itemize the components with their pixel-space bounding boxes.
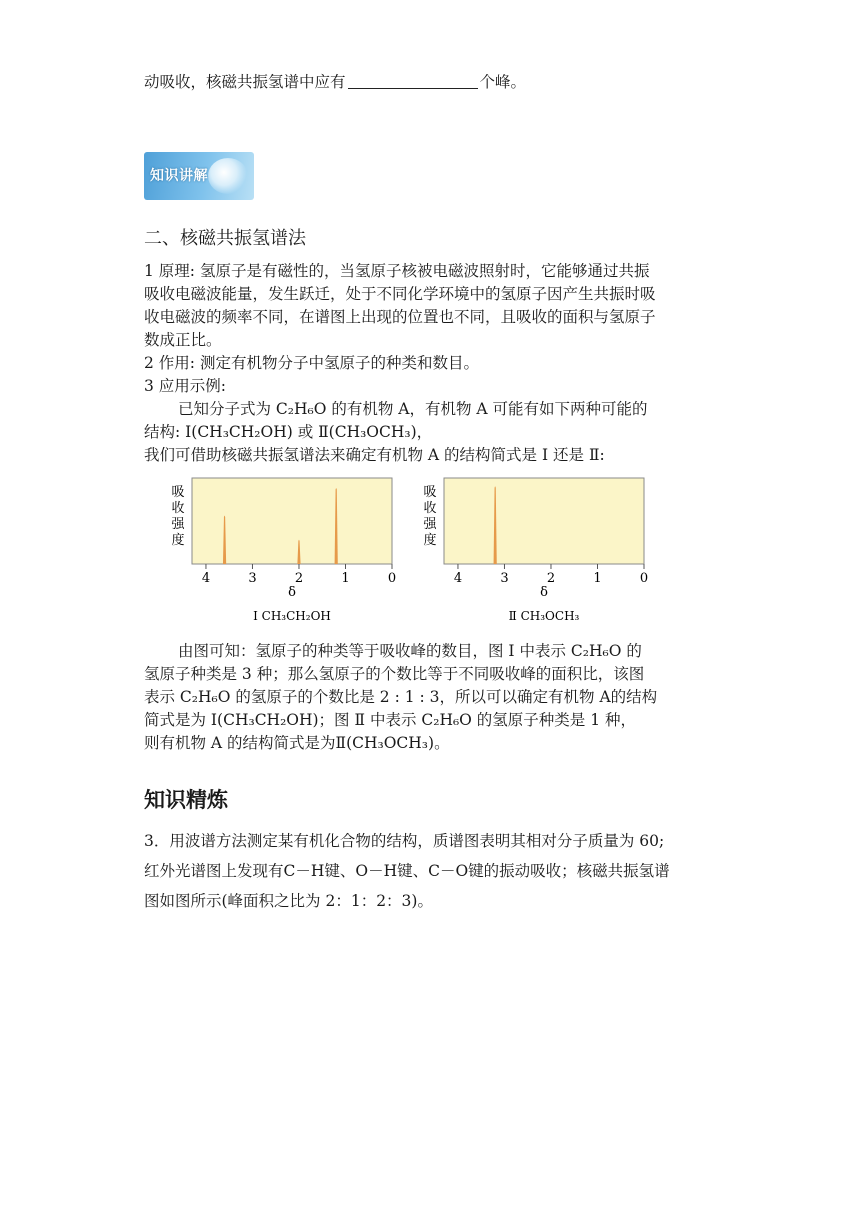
conclusion-line: 由图可知：氢原子的种类等于吸收峰的数目，图 Ⅰ 中表示 C₂H₆O 的 bbox=[178, 642, 642, 660]
plot-area bbox=[444, 478, 644, 564]
nmr-chart-1 bbox=[160, 470, 420, 630]
conclusion-paragraph bbox=[144, 640, 724, 755]
nmr-chart-2 bbox=[412, 470, 672, 630]
x-tick-label: 4 bbox=[453, 571, 463, 586]
x-tick-label: 1 bbox=[341, 571, 350, 586]
badge-decoration bbox=[208, 158, 248, 194]
example-line: 结构: Ⅰ(CH₃CH₂OH) 或 Ⅱ(CH₃OCH₃)， bbox=[144, 423, 433, 441]
chart-caption: Ⅰ CH₃CH₂OH bbox=[253, 609, 331, 623]
principle-paragraph bbox=[144, 260, 724, 467]
knowledge-badge bbox=[144, 152, 254, 200]
conclusion-line: 表示 C₂H₆O 的氢原子的个数比是 2 : 1 : 3，所以可以确定有机物 A的结构 bbox=[144, 688, 658, 706]
y-axis-label-char: 吸 bbox=[423, 485, 437, 500]
answer-blank[interactable] bbox=[348, 72, 478, 89]
example-title: 3 应用示例: bbox=[144, 377, 227, 395]
practice-heading: 知识精炼 bbox=[144, 788, 228, 812]
x-tick-label: 3 bbox=[500, 571, 509, 586]
badge-label: 知识讲解 bbox=[150, 168, 208, 184]
principle-line: 吸收电磁波能量，发生跃迁，处于不同化学环境中的氢原子因产生共振时吸 bbox=[144, 285, 656, 303]
y-axis-label-char: 度 bbox=[171, 533, 185, 548]
y-axis-label-char: 收 bbox=[423, 501, 437, 516]
conclusion-line: 氢原子种类是 3 种；那么氢原子的个数比等于不同吸收峰的面积比，该图 bbox=[144, 665, 645, 683]
example-line: 我们可借助核磁共振氢谱法来确定有机物 A 的结构简式是 Ⅰ 还是 Ⅱ: bbox=[144, 446, 605, 464]
x-axis-label: δ bbox=[288, 585, 296, 600]
question-line: 图如图所示(峰面积之比为 2：1：2：3)。 bbox=[144, 892, 433, 910]
fill-in-text-after: 个峰。 bbox=[479, 73, 527, 91]
x-tick-label: 1 bbox=[593, 571, 602, 586]
principle-line: 收电磁波的频率不同，在谱图上出现的位置也不同，且吸收的面积与氢原子 bbox=[144, 308, 656, 326]
y-axis-label-char: 强 bbox=[171, 517, 185, 532]
plot-area bbox=[192, 478, 392, 564]
fill-in-text-before: 动吸收，核磁共振氢谱中应有 bbox=[144, 73, 346, 91]
x-tick-label: 0 bbox=[639, 571, 649, 586]
y-axis-label-char: 强 bbox=[423, 517, 437, 532]
question-line: 3．用波谱方法测定某有机化合物的结构，质谱图表明其相对分子质量为 60; bbox=[144, 832, 665, 850]
x-tick-label: 0 bbox=[387, 571, 397, 586]
y-axis-label-char: 度 bbox=[423, 533, 437, 548]
conclusion-line: 简式是为 Ⅰ(CH₃CH₂OH)；图 Ⅱ 中表示 C₂H₆O 的氢原子种类是 1 种， bbox=[144, 711, 637, 729]
conclusion-line: 则有机物 A 的结构简式是为Ⅱ(CH₃OCH₃)。 bbox=[144, 734, 450, 752]
chart-caption: Ⅱ CH₃OCH₃ bbox=[508, 609, 580, 623]
x-axis-label: δ bbox=[540, 585, 548, 600]
function-line: 2 作用: 测定有机物分子中氢原子的种类和数目。 bbox=[144, 354, 479, 372]
principle-line: 1 原理: 氢原子是有磁性的，当氢原子核被电磁波照射时，它能够通过共振 bbox=[144, 262, 650, 280]
example-line: 已知分子式为 C₂H₆O 的有机物 A，有机物 A 可能有如下两种可能的 bbox=[178, 400, 648, 418]
x-tick-label: 4 bbox=[201, 571, 211, 586]
section-title: 二、核磁共振氢谱法 bbox=[144, 228, 306, 249]
fill-in-line bbox=[144, 70, 526, 92]
x-tick-label: 2 bbox=[546, 571, 556, 586]
question-line: 红外光谱图上发现有C－H键、O－H键、C－O键的振动吸收；核磁共振氢谱 bbox=[144, 862, 670, 880]
x-tick-label: 2 bbox=[294, 571, 304, 586]
y-axis-label-char: 收 bbox=[171, 501, 185, 516]
x-tick-label: 3 bbox=[248, 571, 257, 586]
question-3 bbox=[144, 826, 724, 916]
y-axis-label-char: 吸 bbox=[171, 485, 185, 500]
principle-line: 数成正比。 bbox=[144, 331, 222, 349]
